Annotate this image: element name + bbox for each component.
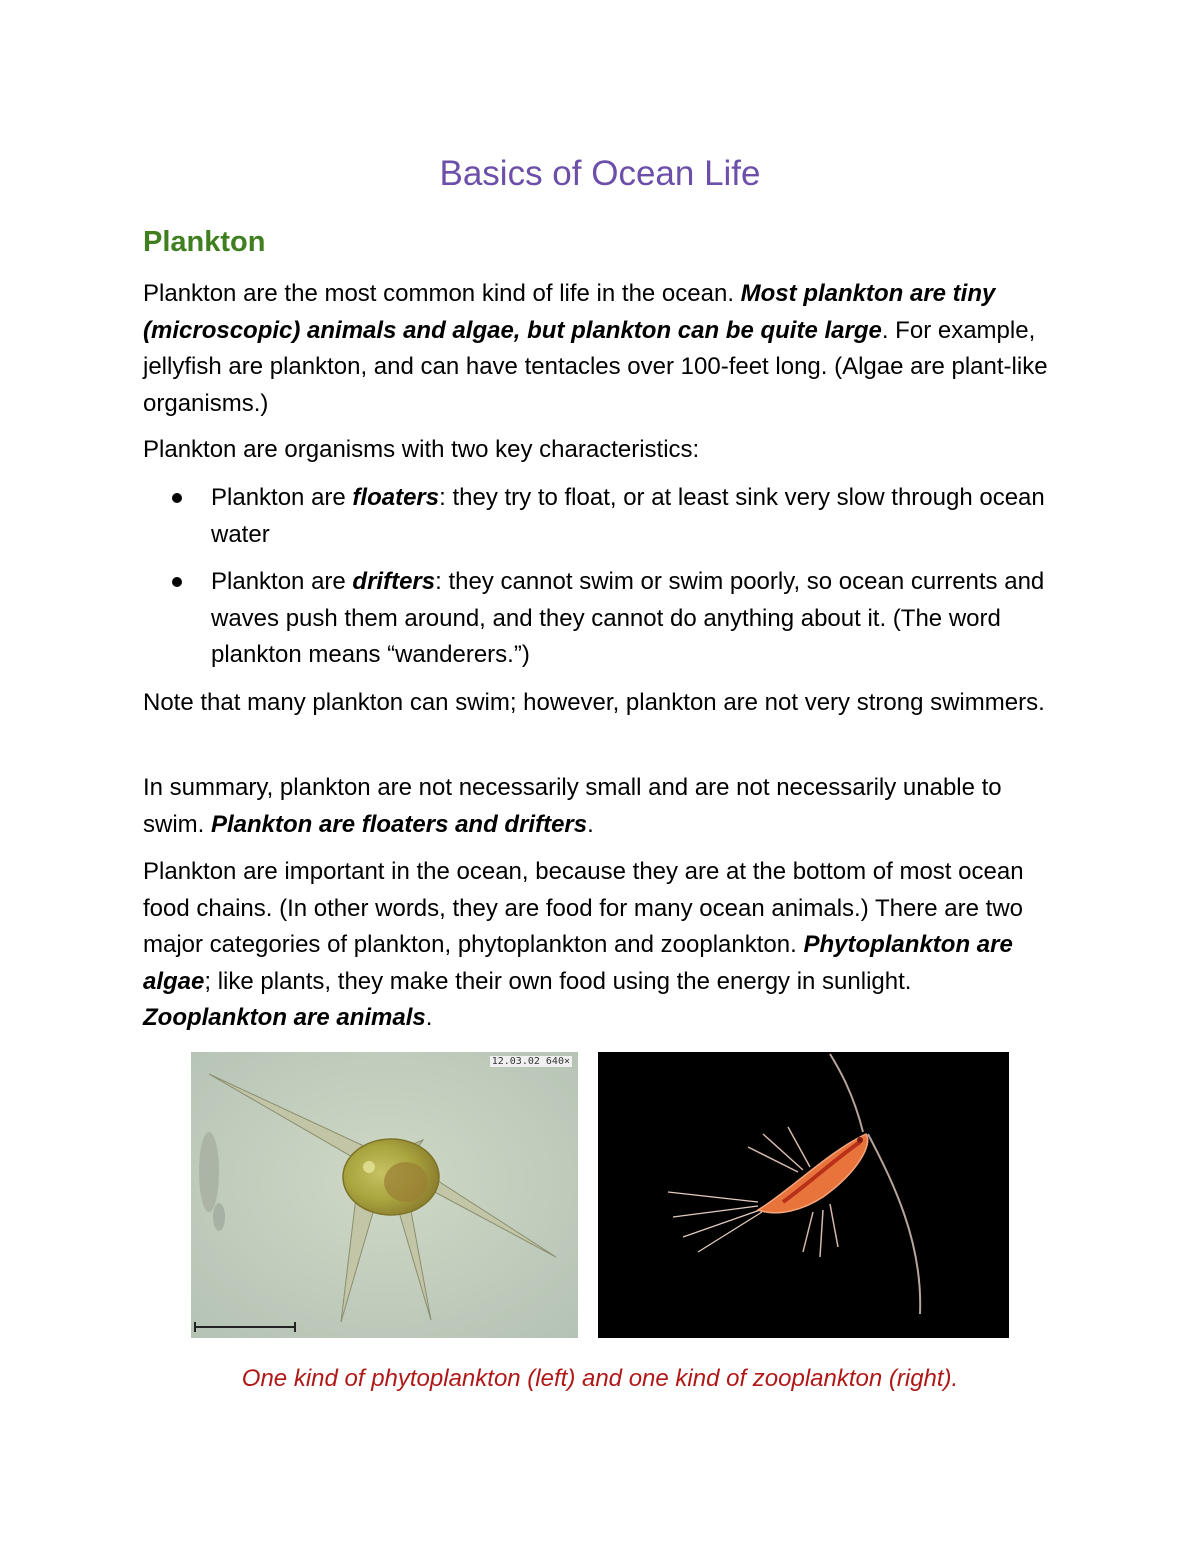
- paragraph-food-chain: [143, 854, 1053, 1037]
- list-text: Plankton are: [211, 484, 353, 511]
- paragraph-text: .: [587, 810, 594, 838]
- paragraph-text: In summary, plankton are not necessarily small and are not necessarily unable to swim.: [143, 774, 1002, 838]
- list-item: [143, 564, 1053, 674]
- paragraph-summary: [143, 770, 1053, 843]
- bullet-icon: [172, 493, 182, 503]
- section-heading: Plankton: [143, 226, 266, 258]
- paragraph-text: . For example, jellyfish are plankton, and can have tentacles over 100-feet long. (Algae are plant-like organisms.): [143, 316, 1048, 417]
- bullet-icon: [172, 577, 182, 587]
- list-text: Plankton are: [211, 568, 353, 595]
- paragraph-text: Plankton are important in the ocean, because they are at the bottom of most ocean food chains. (In other words, they are food for many ocean animals.) There are two major categories of plankton, phytoplankton and zooplankton.: [143, 858, 1024, 958]
- emphasis-text: Zooplankton are animals: [143, 1004, 426, 1031]
- zooplankton-illustration: [598, 1052, 1009, 1338]
- emphasis-text: floaters: [352, 484, 440, 511]
- list-item: [143, 480, 1053, 553]
- page-title: Basics of Ocean Life: [439, 154, 761, 193]
- paragraph-text: ; like plants, they make their own food using the energy in sunlight.: [204, 967, 912, 995]
- paragraph-intro: [143, 276, 1053, 422]
- phytoplankton-image: [191, 1052, 578, 1338]
- emphasis-text: Plankton are floaters and drifters: [211, 810, 588, 838]
- bullet-list: [143, 480, 1053, 685]
- emphasis-text: Most plankton are tiny (microscopic) animals and algae, but plankton can be quite large: [143, 280, 996, 344]
- emphasis-text: Phytoplankton are algae: [143, 931, 1013, 995]
- paragraph-characteristics: Plankton are organisms with two key characteristics:: [143, 436, 700, 463]
- list-text: : they cannot swim or swim poorly, so ocean currents and waves push them around, and they cannot do anything about it. (The word plankton means “wanderers.”): [211, 568, 1045, 668]
- paragraph-text: .: [425, 1004, 433, 1031]
- figure-caption: One kind of phytoplankton (left) and one kind of zooplankton (right).: [241, 1365, 959, 1392]
- zooplankton-image: [598, 1052, 1009, 1338]
- image-stamp: 12.03.02 640×: [491, 1056, 570, 1067]
- paragraph-text: Plankton are the most common kind of life in the ocean.: [143, 280, 741, 307]
- paragraph-swimmers: Note that many plankton can swim; however, plankton are not very strong swimmers.: [143, 689, 1045, 716]
- emphasis-text: drifters: [352, 568, 436, 595]
- list-text: : they try to float, or at least sink very slow through ocean water: [211, 484, 1045, 548]
- phytoplankton-illustration: [191, 1052, 578, 1338]
